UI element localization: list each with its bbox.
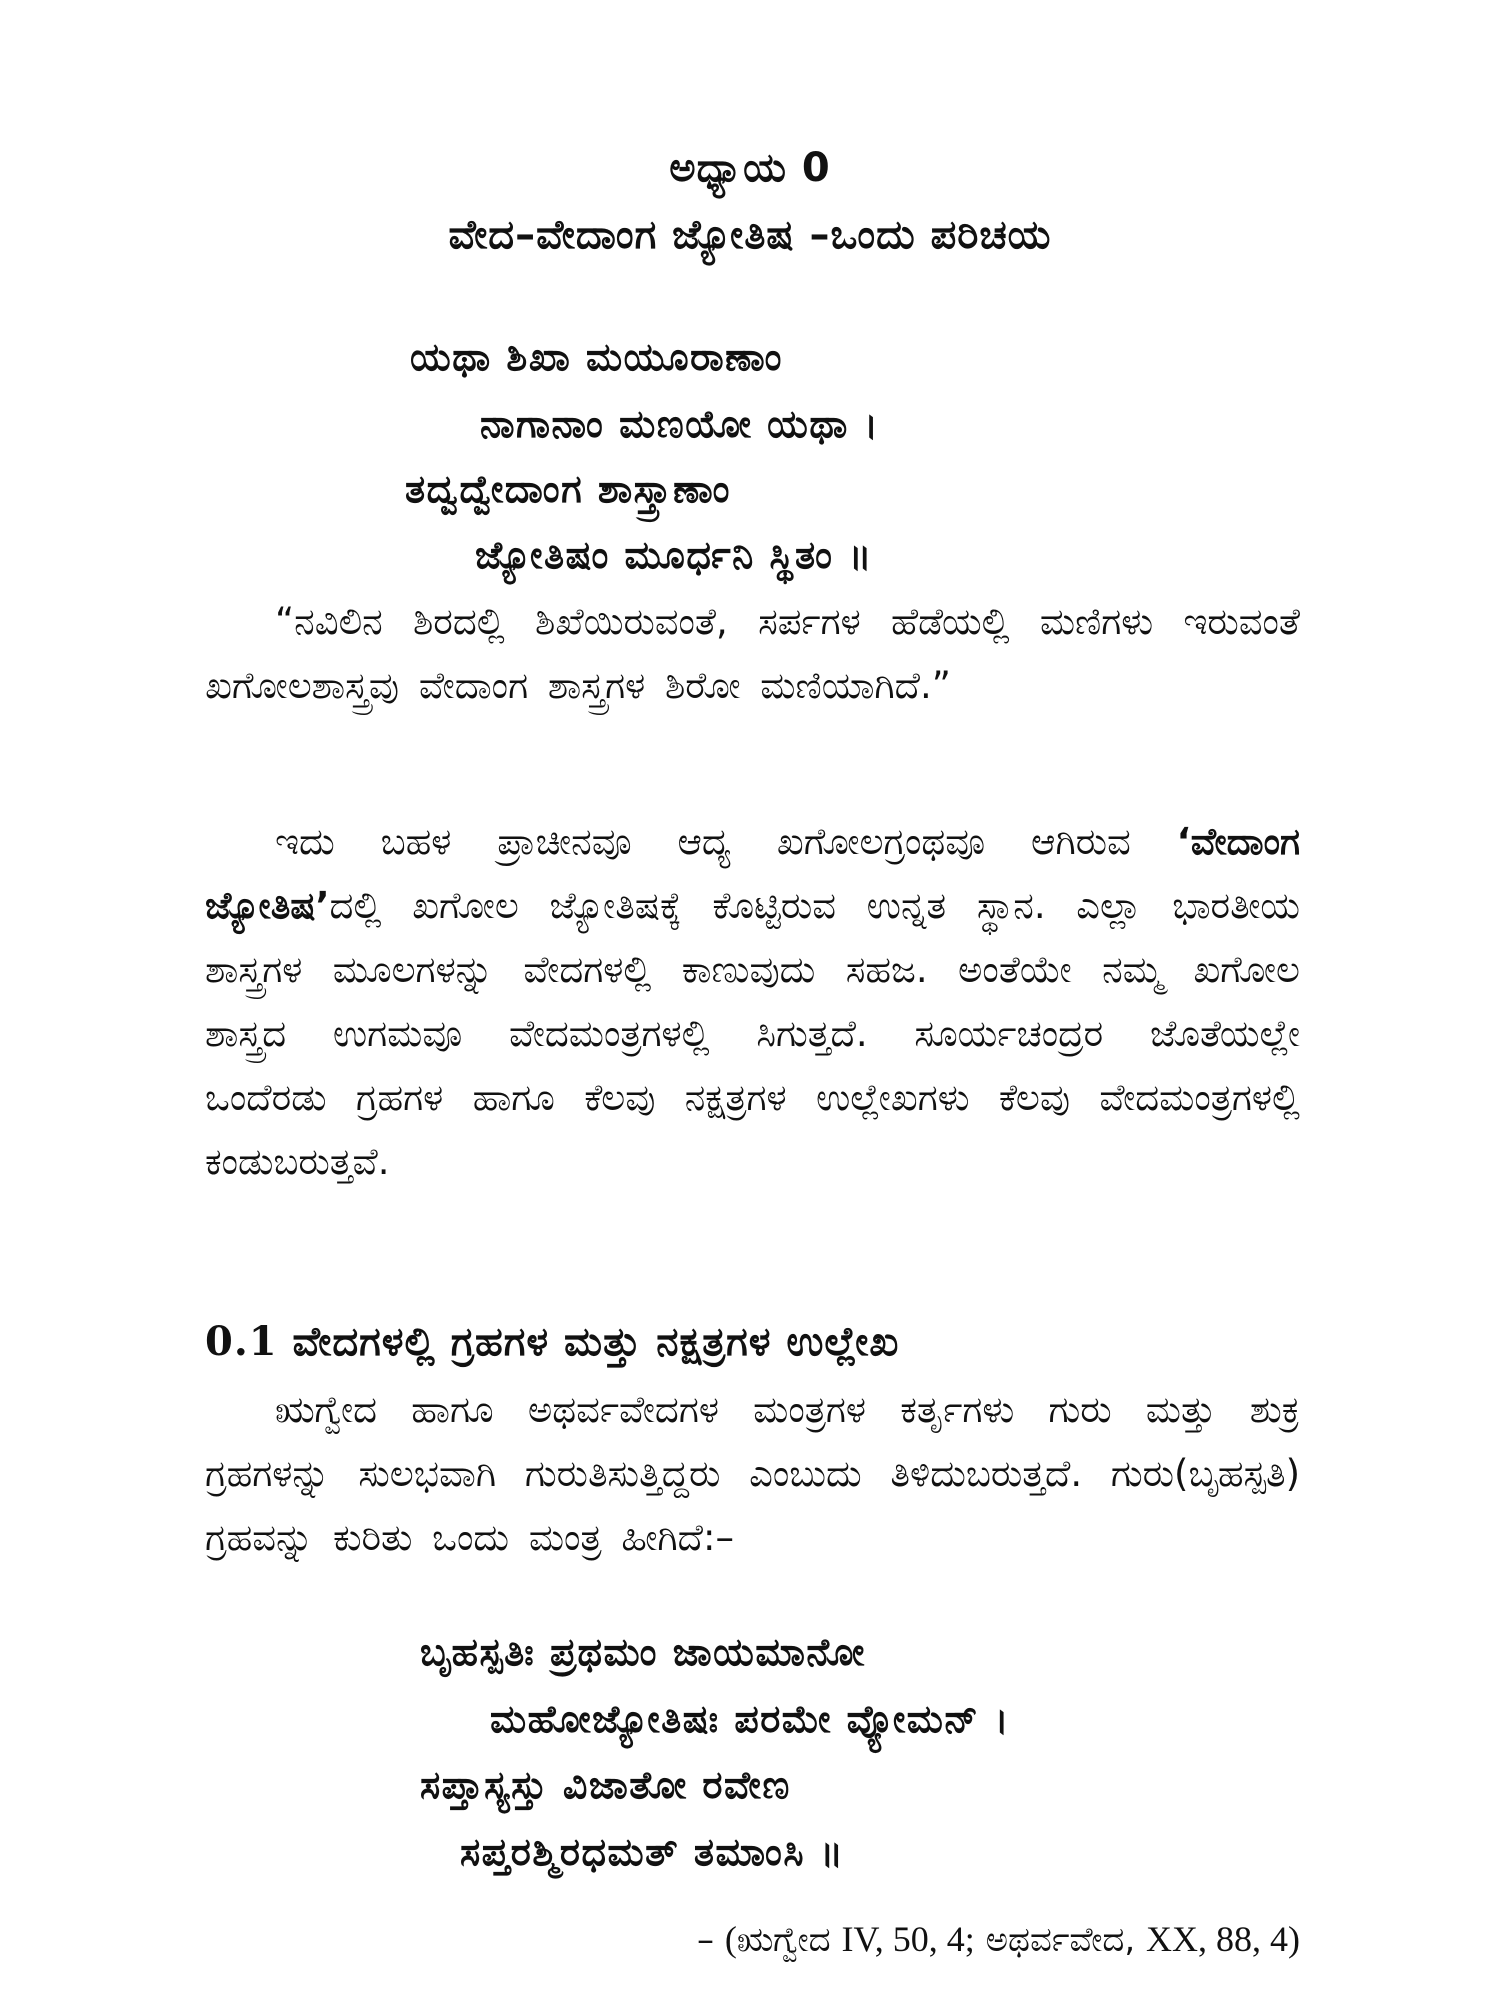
section-paragraph [205,1378,1300,1570]
verse1-line-2: ನಾಗಾನಾಂ ಮಣಯೋ ಯಥಾ । [480,402,880,446]
verse1-line-1: ಯಥಾ ಶಿಖಾ ಮಯೂರಾಣಾಂ [410,335,784,379]
chapter-number: ಅಧ್ಯಾಯ 0 [669,145,831,191]
verse2-line-1: ಬೃಹಸ್ಪತಿಃ ಪ್ರಥಮಂ ಜಾಯಮಾನೋ [420,1630,866,1674]
citation-rigveda: ಋಗ್ವೇದ [736,1920,831,1960]
verse2-line-4: ಸಪ್ತರಶ್ಮಿರಧಮತ್ ತಮಾಂಸಿ ॥ [460,1830,845,1874]
chapter-title: ವೇದ–ವೇದಾಂಗ ಜ್ಯೋತಿಷ –ಒಂದು ಪರಿಚಯ [448,212,1052,258]
intro-paragraph [205,810,1300,1194]
intro-text-bold: ‘ವೇದಾಂಗ ಜ್ಯೋತಿಷ’ [205,820,1300,927]
citation-dash: – [697,1920,715,1960]
section-paragraph-text: ಋಗ್ವೇದ ಹಾಗೂ ಅಥರ್ವವೇದಗಳ ಮಂತ್ರಗಳ ಕರ್ತೃಗಳು ಗುರು ಮತ್ತು ಶುಕ್ರ ಗ್ರಹಗಳನ್ನು ಸುಲಭವಾಗಿ ಗುರುತಿಸುತ್ತಿದ್ದರು ಎಂಬುದು ತಿಳಿದುಬರುತ್ತದೆ. ಗುರು(ಬೃಹಸ್ಪತಿ) ಗ್ರಹವನ್ನು ಕುರಿತು ಒಂದು ಮಂತ್ರ ಹೀಗಿದೆ:– [205,1388,1300,1559]
translation-paragraph [205,590,1300,718]
verse2-line-2: ಮಹೋಜ್ಯೋತಿಷಃ ಪರಮೇ ವ್ಯೋಮನ್ । [490,1697,1011,1741]
citation-atharvaveda-ref: XX, 88, 4 [1146,1919,1288,1959]
intro-text-before: ಇದು ಬಹಳ ಪ್ರಾಚೀನವೂ ಆದ್ಯ ಖಗೋಲಗ್ರಂಥವೂ ಆಗಿರುವ [275,820,1177,863]
citation-rigveda-ref: IV, 50, 4; [841,1919,975,1959]
citation-open-paren: ( [724,1919,737,1959]
verse1-line-4: ಜ್ಯೋತಿಷಂ ಮೂರ್ಧನಿ ಸ್ಥಿತಂ ॥ [475,533,873,577]
verse2-line-3: ಸಪ್ತಾಸ್ಯಸ್ತು ವಿಜಾತೋ ರವೇಣ [420,1763,791,1807]
verse1-line-3: ತದ್ವದ್ವೇದಾಂಗ ಶಾಸ್ತ್ರಾಣಾಂ [405,467,731,511]
translation-text: “ನವಿಲಿನ ಶಿರದಲ್ಲಿ ಶಿಖೆಯಿರುವಂತೆ, ಸರ್ಪಗಳ ಹೆಡೆಯಲ್ಲಿ ಮಣಿಗಳು ಇರುವಂತೆ ಖಗೋಲಶಾಸ್ತ್ರವು ವೇದಾಂಗ ಶಾಸ್ತ್ರಗಳ ಶಿರೋ ಮಣಿಯಾಗಿದೆ.” [205,600,1300,707]
citation-close-paren: ) [1288,1919,1300,1959]
section-number: 0.1 [205,1318,278,1365]
intro-text-after: ದಲ್ಲಿ ಖಗೋಲ ಜ್ಯೋತಿಷಕ್ಕೆ ಕೊಟ್ಟಿರುವ ಉನ್ನತ ಸ್ಥಾನ. ಎಲ್ಲಾ ಭಾರತೀಯ ಶಾಸ್ತ್ರಗಳ ಮೂಲಗಳನ್ನು ವೇದಗಳಲ್ಲಿ ಕಾಣುವುದು ಸಹಜ. ಅಂತೆಯೇ ನಮ್ಮ ಖಗೋಲ ಶಾಸ್ತ್ರದ ಉಗಮವೂ ವೇದಮಂತ್ರಗಳಲ್ಲಿ ಸಿಗುತ್ತದೆ. ಸೂರ್ಯಚಂದ್ರರ ಜೊತೆಯಲ್ಲೇ ಒಂದೆರಡು ಗ್ರಹಗಳ ಹಾಗೂ ಕೆಲವು ನಕ್ಷತ್ರಗಳ ಉಲ್ಲೇಖಗಳು ಕೆಲವು ವೇದಮಂತ್ರಗಳಲ್ಲಿ ಕಂಡುಬರುತ್ತವೆ. [205,884,1300,1183]
section-title: ವೇದಗಳಲ್ಲಿ ಗ್ರಹಗಳ ಮತ್ತು ನಕ್ಷತ್ರಗಳ ಉಲ್ಲೇಖ [292,1319,900,1365]
section-heading [205,1318,899,1365]
verse-citation [697,1918,1300,1960]
citation-atharvaveda: ಅಥರ್ವವೇದ, [985,1920,1136,1960]
